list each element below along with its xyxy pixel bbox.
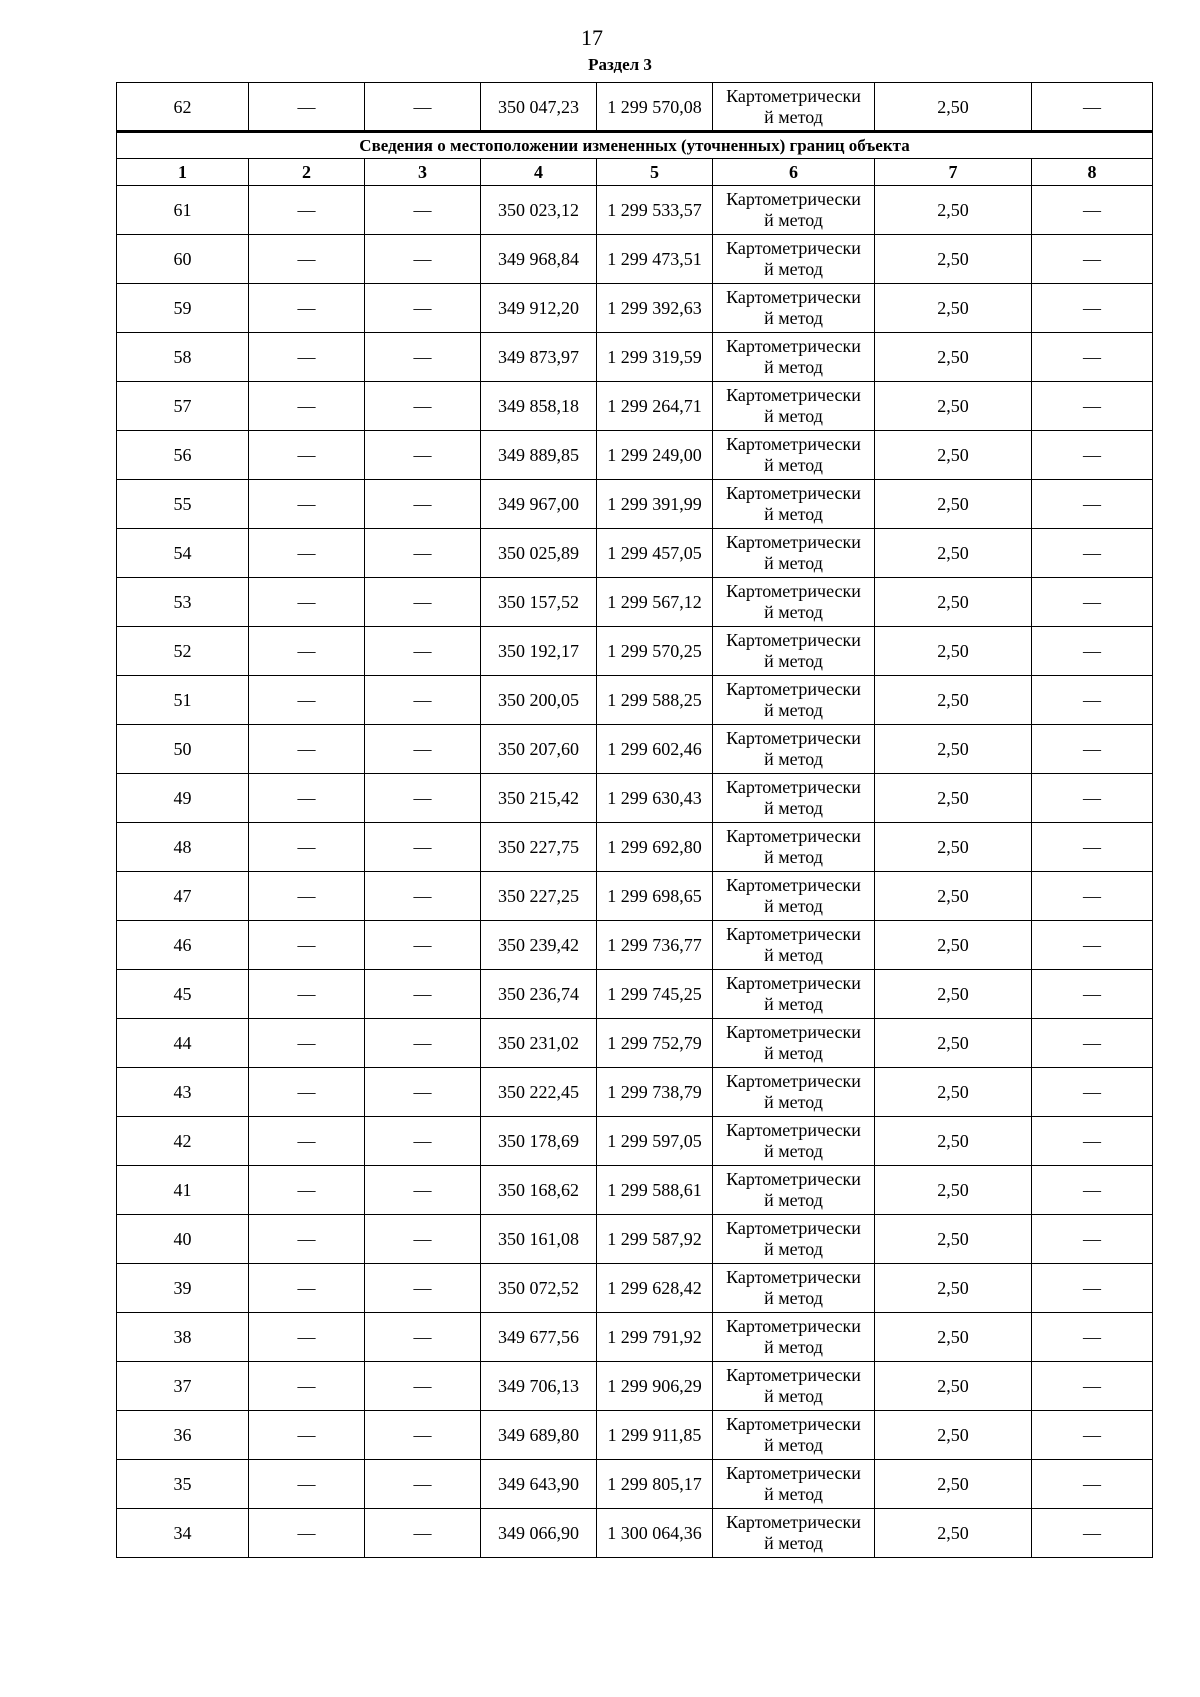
y-coordinate: 1 299 570,08: [597, 83, 713, 132]
col-3-value: —: [365, 1166, 481, 1215]
method: Картометрически й метод: [713, 284, 875, 333]
y-coordinate: 1 299 588,61: [597, 1166, 713, 1215]
method: Картометрически й метод: [713, 186, 875, 235]
col-8-value: —: [1032, 725, 1153, 774]
col-2-value: —: [249, 186, 365, 235]
col-8-value: —: [1032, 529, 1153, 578]
x-coordinate: 349 912,20: [481, 284, 597, 333]
accuracy: 2,50: [875, 382, 1032, 431]
col-2-value: —: [249, 1117, 365, 1166]
table-body: [117, 83, 1153, 1558]
table-row: [117, 1019, 1153, 1068]
point-number: 50: [117, 725, 249, 774]
table-row: [117, 921, 1153, 970]
col-3-value: —: [365, 83, 481, 132]
col-8-value: —: [1032, 1313, 1153, 1362]
col-3-value: —: [365, 1411, 481, 1460]
accuracy: 2,50: [875, 1068, 1032, 1117]
col-8-value: —: [1032, 480, 1153, 529]
x-coordinate: 350 236,74: [481, 970, 597, 1019]
col-2-value: —: [249, 431, 365, 480]
point-number: 53: [117, 578, 249, 627]
table-row: [117, 823, 1153, 872]
method: Картометрически й метод: [713, 1166, 875, 1215]
col-2-value: —: [249, 480, 365, 529]
point-number: 34: [117, 1509, 249, 1558]
col-8-value: —: [1032, 1362, 1153, 1411]
point-number: 60: [117, 235, 249, 284]
y-coordinate: 1 299 457,05: [597, 529, 713, 578]
col-8-value: —: [1032, 823, 1153, 872]
point-number: 48: [117, 823, 249, 872]
method: Картометрически й метод: [713, 921, 875, 970]
col-8-value: —: [1032, 921, 1153, 970]
table-row: [117, 1362, 1153, 1411]
table-row: [117, 1509, 1153, 1558]
y-coordinate: 1 299 319,59: [597, 333, 713, 382]
y-coordinate: 1 299 567,12: [597, 578, 713, 627]
method: Картометрически й метод: [713, 1068, 875, 1117]
table-row: [117, 970, 1153, 1019]
accuracy: 2,50: [875, 1509, 1032, 1558]
y-coordinate: 1 299 588,25: [597, 676, 713, 725]
table-row: [117, 578, 1153, 627]
col-8-value: —: [1032, 627, 1153, 676]
method: Картометрически й метод: [713, 774, 875, 823]
x-coordinate: 350 215,42: [481, 774, 597, 823]
table-row: [117, 431, 1153, 480]
col-2-value: —: [249, 1509, 365, 1558]
table-row: [117, 529, 1153, 578]
col-8-value: —: [1032, 333, 1153, 382]
point-number: 56: [117, 431, 249, 480]
col-3-value: —: [365, 186, 481, 235]
col-2-value: —: [249, 1068, 365, 1117]
accuracy: 2,50: [875, 823, 1032, 872]
col-2-value: —: [249, 235, 365, 284]
col-3-value: —: [365, 774, 481, 823]
method: Картометрически й метод: [713, 1362, 875, 1411]
x-coordinate: 350 025,89: [481, 529, 597, 578]
column-number: 3: [365, 159, 481, 186]
method: Картометрически й метод: [713, 872, 875, 921]
table-row: [117, 83, 1153, 132]
y-coordinate: 1 299 738,79: [597, 1068, 713, 1117]
x-coordinate: 349 873,97: [481, 333, 597, 382]
method: Картометрически й метод: [713, 529, 875, 578]
col-2-value: —: [249, 284, 365, 333]
col-3-value: —: [365, 1362, 481, 1411]
col-3-value: —: [365, 921, 481, 970]
accuracy: 2,50: [875, 1166, 1032, 1215]
col-3-value: —: [365, 529, 481, 578]
y-coordinate: 1 299 473,51: [597, 235, 713, 284]
column-number: 7: [875, 159, 1032, 186]
point-number: 55: [117, 480, 249, 529]
method: Картометрически й метод: [713, 627, 875, 676]
accuracy: 2,50: [875, 1215, 1032, 1264]
accuracy: 2,50: [875, 676, 1032, 725]
y-coordinate: 1 299 745,25: [597, 970, 713, 1019]
col-3-value: —: [365, 1215, 481, 1264]
y-coordinate: 1 299 630,43: [597, 774, 713, 823]
point-number: 54: [117, 529, 249, 578]
col-3-value: —: [365, 1460, 481, 1509]
table-row: [117, 676, 1153, 725]
col-8-value: —: [1032, 1460, 1153, 1509]
table-row: [117, 1264, 1153, 1313]
table-row: [117, 284, 1153, 333]
column-number: 4: [481, 159, 597, 186]
col-2-value: —: [249, 1460, 365, 1509]
table-heading: Сведения о местоположении измененных (уточненных) границ объекта: [117, 132, 1153, 159]
col-2-value: —: [249, 774, 365, 823]
col-2-value: —: [249, 529, 365, 578]
method: Картометрически й метод: [713, 676, 875, 725]
point-number: 46: [117, 921, 249, 970]
column-numbers-row: [117, 159, 1153, 186]
x-coordinate: 350 047,23: [481, 83, 597, 132]
method: Картометрически й метод: [713, 480, 875, 529]
col-2-value: —: [249, 970, 365, 1019]
col-8-value: —: [1032, 1264, 1153, 1313]
method: Картометрически й метод: [713, 1509, 875, 1558]
table-row: [117, 235, 1153, 284]
col-8-value: —: [1032, 676, 1153, 725]
col-2-value: —: [249, 1362, 365, 1411]
x-coordinate: 349 677,56: [481, 1313, 597, 1362]
y-coordinate: 1 299 911,85: [597, 1411, 713, 1460]
col-2-value: —: [249, 627, 365, 676]
col-2-value: —: [249, 1313, 365, 1362]
col-8-value: —: [1032, 186, 1153, 235]
column-number: 5: [597, 159, 713, 186]
accuracy: 2,50: [875, 83, 1032, 132]
x-coordinate: 349 968,84: [481, 235, 597, 284]
table-row: [117, 1166, 1153, 1215]
table-row: [117, 382, 1153, 431]
accuracy: 2,50: [875, 725, 1032, 774]
col-2-value: —: [249, 1264, 365, 1313]
x-coordinate: 350 161,08: [481, 1215, 597, 1264]
point-number: 42: [117, 1117, 249, 1166]
column-number: 1: [117, 159, 249, 186]
col-8-value: —: [1032, 83, 1153, 132]
x-coordinate: 349 967,00: [481, 480, 597, 529]
col-3-value: —: [365, 578, 481, 627]
accuracy: 2,50: [875, 1362, 1032, 1411]
x-coordinate: 350 072,52: [481, 1264, 597, 1313]
col-2-value: —: [249, 921, 365, 970]
method: Картометрически й метод: [713, 578, 875, 627]
point-number: 43: [117, 1068, 249, 1117]
x-coordinate: 350 222,45: [481, 1068, 597, 1117]
method: Картометрически й метод: [713, 970, 875, 1019]
accuracy: 2,50: [875, 970, 1032, 1019]
col-8-value: —: [1032, 1166, 1153, 1215]
col-3-value: —: [365, 725, 481, 774]
column-number: 2: [249, 159, 365, 186]
accuracy: 2,50: [875, 872, 1032, 921]
col-3-value: —: [365, 823, 481, 872]
table-row: [117, 480, 1153, 529]
col-3-value: —: [365, 1019, 481, 1068]
accuracy: 2,50: [875, 431, 1032, 480]
page-number: 17: [581, 25, 603, 50]
point-number: 37: [117, 1362, 249, 1411]
y-coordinate: 1 299 392,63: [597, 284, 713, 333]
table-row: [117, 1460, 1153, 1509]
table-row: [117, 186, 1153, 235]
col-3-value: —: [365, 284, 481, 333]
col-3-value: —: [365, 1313, 481, 1362]
col-3-value: —: [365, 1068, 481, 1117]
y-coordinate: 1 299 628,42: [597, 1264, 713, 1313]
col-8-value: —: [1032, 774, 1153, 823]
method: Картометрически й метод: [713, 1264, 875, 1313]
y-coordinate: 1 299 533,57: [597, 186, 713, 235]
accuracy: 2,50: [875, 774, 1032, 823]
point-number: 35: [117, 1460, 249, 1509]
col-8-value: —: [1032, 382, 1153, 431]
col-8-value: —: [1032, 284, 1153, 333]
table-row: [117, 1117, 1153, 1166]
table-row: [117, 1215, 1153, 1264]
col-3-value: —: [365, 627, 481, 676]
col-2-value: —: [249, 1411, 365, 1460]
table-row: [117, 725, 1153, 774]
point-number: 59: [117, 284, 249, 333]
col-8-value: —: [1032, 1215, 1153, 1264]
col-8-value: —: [1032, 578, 1153, 627]
point-number: 38: [117, 1313, 249, 1362]
col-2-value: —: [249, 823, 365, 872]
method: Картометрически й метод: [713, 1117, 875, 1166]
y-coordinate: 1 299 752,79: [597, 1019, 713, 1068]
col-8-value: —: [1032, 970, 1153, 1019]
point-number: 61: [117, 186, 249, 235]
col-3-value: —: [365, 382, 481, 431]
accuracy: 2,50: [875, 186, 1032, 235]
x-coordinate: 349 643,90: [481, 1460, 597, 1509]
x-coordinate: 350 227,25: [481, 872, 597, 921]
col-3-value: —: [365, 676, 481, 725]
accuracy: 2,50: [875, 284, 1032, 333]
y-coordinate: 1 299 264,71: [597, 382, 713, 431]
table-heading-row: [117, 132, 1153, 159]
point-number: 36: [117, 1411, 249, 1460]
point-number: 45: [117, 970, 249, 1019]
x-coordinate: 349 858,18: [481, 382, 597, 431]
col-3-value: —: [365, 970, 481, 1019]
point-number: 52: [117, 627, 249, 676]
accuracy: 2,50: [875, 1264, 1032, 1313]
accuracy: 2,50: [875, 1313, 1032, 1362]
table-row: [117, 774, 1153, 823]
x-coordinate: 350 178,69: [481, 1117, 597, 1166]
col-2-value: —: [249, 578, 365, 627]
accuracy: 2,50: [875, 1460, 1032, 1509]
col-2-value: —: [249, 1019, 365, 1068]
y-coordinate: 1 299 249,00: [597, 431, 713, 480]
point-number: 49: [117, 774, 249, 823]
x-coordinate: 350 231,02: [481, 1019, 597, 1068]
method: Картометрически й метод: [713, 235, 875, 284]
y-coordinate: 1 299 391,99: [597, 480, 713, 529]
table-row: [117, 872, 1153, 921]
col-3-value: —: [365, 235, 481, 284]
col-3-value: —: [365, 480, 481, 529]
point-number: 39: [117, 1264, 249, 1313]
col-2-value: —: [249, 872, 365, 921]
table-row: [117, 1411, 1153, 1460]
x-coordinate: 350 200,05: [481, 676, 597, 725]
x-coordinate: 349 066,90: [481, 1509, 597, 1558]
x-coordinate: 350 192,17: [481, 627, 597, 676]
col-3-value: —: [365, 431, 481, 480]
col-2-value: —: [249, 1166, 365, 1215]
table-row: [117, 1313, 1153, 1362]
accuracy: 2,50: [875, 578, 1032, 627]
coordinates-table: [116, 82, 1153, 1558]
col-2-value: —: [249, 382, 365, 431]
point-number: 47: [117, 872, 249, 921]
col-3-value: —: [365, 333, 481, 382]
x-coordinate: 349 706,13: [481, 1362, 597, 1411]
method: Картометрически й метод: [713, 1411, 875, 1460]
method: Картометрически й метод: [713, 333, 875, 382]
col-3-value: —: [365, 1264, 481, 1313]
point-number: 57: [117, 382, 249, 431]
method: Картометрически й метод: [713, 83, 875, 132]
col-2-value: —: [249, 1215, 365, 1264]
method: Картометрически й метод: [713, 382, 875, 431]
col-8-value: —: [1032, 1019, 1153, 1068]
y-coordinate: 1 299 692,80: [597, 823, 713, 872]
col-8-value: —: [1032, 235, 1153, 284]
column-number: 8: [1032, 159, 1153, 186]
col-8-value: —: [1032, 872, 1153, 921]
y-coordinate: 1 299 805,17: [597, 1460, 713, 1509]
table-row: [117, 627, 1153, 676]
y-coordinate: 1 299 587,92: [597, 1215, 713, 1264]
x-coordinate: 350 239,42: [481, 921, 597, 970]
x-coordinate: 350 168,62: [481, 1166, 597, 1215]
method: Картометрически й метод: [713, 1019, 875, 1068]
accuracy: 2,50: [875, 627, 1032, 676]
col-8-value: —: [1032, 1509, 1153, 1558]
point-number: 58: [117, 333, 249, 382]
accuracy: 2,50: [875, 1411, 1032, 1460]
y-coordinate: 1 299 791,92: [597, 1313, 713, 1362]
point-number: 41: [117, 1166, 249, 1215]
accuracy: 2,50: [875, 235, 1032, 284]
point-number: 51: [117, 676, 249, 725]
col-8-value: —: [1032, 1411, 1153, 1460]
col-2-value: —: [249, 725, 365, 774]
y-coordinate: 1 299 570,25: [597, 627, 713, 676]
col-3-value: —: [365, 1509, 481, 1558]
y-coordinate: 1 300 064,36: [597, 1509, 713, 1558]
accuracy: 2,50: [875, 529, 1032, 578]
method: Картометрически й метод: [713, 823, 875, 872]
y-coordinate: 1 299 698,65: [597, 872, 713, 921]
col-8-value: —: [1032, 431, 1153, 480]
point-number: 40: [117, 1215, 249, 1264]
accuracy: 2,50: [875, 333, 1032, 382]
col-2-value: —: [249, 83, 365, 132]
table-row: [117, 333, 1153, 382]
method: Картометрически й метод: [713, 1460, 875, 1509]
col-8-value: —: [1032, 1117, 1153, 1166]
x-coordinate: 350 207,60: [481, 725, 597, 774]
y-coordinate: 1 299 736,77: [597, 921, 713, 970]
section-title: Раздел 3: [588, 55, 652, 74]
point-number: 62: [117, 83, 249, 132]
col-2-value: —: [249, 676, 365, 725]
y-coordinate: 1 299 906,29: [597, 1362, 713, 1411]
point-number: 44: [117, 1019, 249, 1068]
col-3-value: —: [365, 872, 481, 921]
method: Картометрически й метод: [713, 1313, 875, 1362]
col-3-value: —: [365, 1117, 481, 1166]
col-8-value: —: [1032, 1068, 1153, 1117]
x-coordinate: 350 023,12: [481, 186, 597, 235]
accuracy: 2,50: [875, 1117, 1032, 1166]
table-row: [117, 1068, 1153, 1117]
y-coordinate: 1 299 597,05: [597, 1117, 713, 1166]
accuracy: 2,50: [875, 480, 1032, 529]
method: Картометрически й метод: [713, 431, 875, 480]
method: Картометрически й метод: [713, 1215, 875, 1264]
x-coordinate: 349 689,80: [481, 1411, 597, 1460]
column-number: 6: [713, 159, 875, 186]
x-coordinate: 350 227,75: [481, 823, 597, 872]
x-coordinate: 350 157,52: [481, 578, 597, 627]
x-coordinate: 349 889,85: [481, 431, 597, 480]
method: Картометрически й метод: [713, 725, 875, 774]
col-2-value: —: [249, 333, 365, 382]
y-coordinate: 1 299 602,46: [597, 725, 713, 774]
accuracy: 2,50: [875, 921, 1032, 970]
accuracy: 2,50: [875, 1019, 1032, 1068]
